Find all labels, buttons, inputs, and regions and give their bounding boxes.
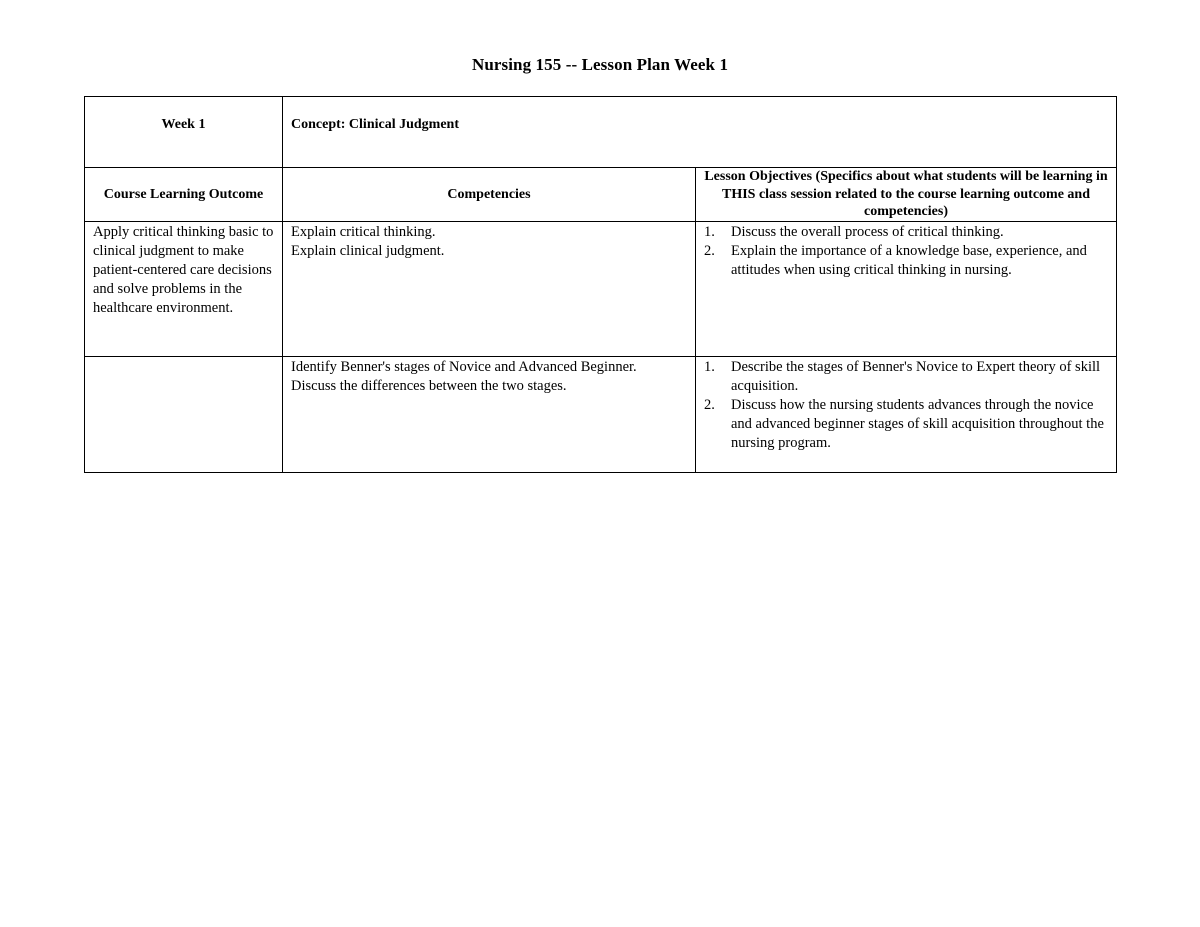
- header-objectives: Lesson Objectives (Specifics about what students will be learning in THIS class session related to the course learning outcome and competencies): [696, 168, 1117, 222]
- competency-item: Explain clinical judgment.: [291, 242, 445, 259]
- header-row: [85, 168, 1117, 222]
- week-row: [85, 97, 1117, 168]
- objective-text: Explain the importance of a knowledge base, experience, and attitudes when using critical thinking in nursing.: [731, 242, 1087, 278]
- competency-item: Discuss the differences between the two stages.: [291, 377, 567, 394]
- objective-item: [704, 223, 1108, 242]
- lesson-plan-table: [84, 96, 1117, 473]
- outcome-cell: [85, 356, 283, 472]
- objective-item: [704, 396, 1108, 454]
- outcome-cell: Apply critical thinking basic to clinical judgment to make patient-centered care decisions and solve problems in the healthcare environment.: [85, 221, 283, 356]
- objective-text: Discuss how the nursing students advances through the novice and advanced beginner stages of skill acquisition throughout the nursing program.: [731, 396, 1104, 452]
- concept-label: Concept: Clinical Judgment: [283, 97, 1117, 168]
- objective-number: 2.: [704, 242, 715, 259]
- objective-item: [704, 242, 1108, 280]
- week-label: Week 1: [85, 97, 283, 168]
- competency-item: Explain critical thinking.: [291, 223, 436, 240]
- objectives-cell: [696, 221, 1117, 356]
- objective-item: [704, 358, 1108, 396]
- objectives-cell: [696, 356, 1117, 472]
- page-title: Nursing 155 -- Lesson Plan Week 1: [471, 55, 729, 74]
- objectives-list: [704, 358, 1108, 454]
- objectives-list: [704, 223, 1108, 281]
- competencies-cell: [283, 221, 696, 356]
- objective-number: 2.: [704, 396, 715, 413]
- objective-text: Discuss the overall process of critical thinking.: [731, 223, 1004, 240]
- objective-number: 1.: [704, 358, 715, 375]
- competency-item: Identify Benner's stages of Novice and Advanced Beginner.: [291, 358, 637, 375]
- table-row: [85, 221, 1117, 356]
- header-competencies: Competencies: [283, 168, 696, 222]
- header-outcome: Course Learning Outcome: [85, 168, 283, 222]
- table-row: [85, 356, 1117, 472]
- objective-text: Describe the stages of Benner's Novice to Expert theory of skill acquisition.: [731, 358, 1101, 394]
- competencies-cell: [283, 356, 696, 472]
- objective-number: 1.: [704, 223, 715, 240]
